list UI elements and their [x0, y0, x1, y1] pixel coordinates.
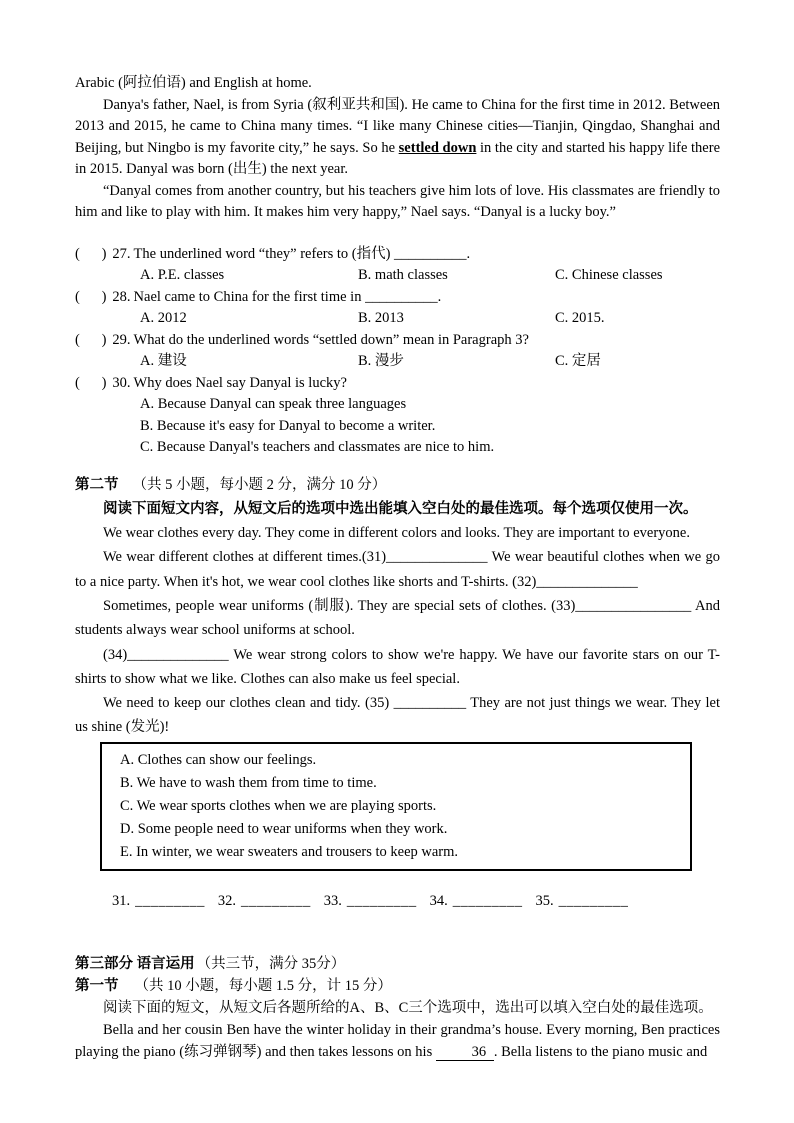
passage-text: “Danyal comes from another country, but his teachers give him lots of love. His classmates are friendly to him and like to play with him. It makes him very happy,” Nael says. “Danyal is a lucky boy.”	[75, 182, 720, 220]
answer-blank-row	[75, 891, 720, 913]
answer-bracket: ( )	[75, 245, 107, 262]
question-number: 27.	[112, 245, 131, 262]
box-option-a: A. Clothes can show our feelings.	[120, 751, 317, 768]
underlined-phrase-settled-down: settled down	[398, 139, 477, 156]
blank-line: _________	[558, 892, 629, 909]
box-option-b: B. We have to wash them from time to time.	[120, 774, 377, 791]
cloze2-passage	[75, 1019, 720, 1063]
option-b: B. Because it's easy for Danyal to become a writer.	[140, 417, 436, 434]
option-b: B. 2013	[358, 310, 404, 326]
answer-blank-32	[218, 891, 311, 913]
answer-blank-34	[430, 891, 523, 913]
question-text: Nael came to China for the first time in __________.	[133, 288, 442, 305]
cloze-paragraph-2: We wear different clothes at different times.(31)______________ We wear beautiful clothes when we go to a nice party. When it's hot, we wear cool clothes like shorts and T-shirts. (32)______________	[75, 549, 720, 590]
section-label: 第二节	[75, 476, 119, 493]
question-number: 28.	[112, 288, 131, 305]
cloze-paragraph-5: We need to keep our clothes clean and tidy. (35) __________ They are not just things we wear. They let us shine (发光)!	[75, 695, 720, 736]
question-30	[75, 373, 720, 459]
numbered-blank-36: 36	[436, 1044, 494, 1061]
answer-blank-31	[112, 891, 205, 913]
section-2	[75, 473, 720, 913]
option-c: C. 2015.	[555, 310, 605, 326]
answer-bracket: ( )	[75, 331, 107, 348]
passage-paragraph-3	[75, 181, 720, 224]
option-c: C. Because Danyal's teachers and classmates are nice to him.	[140, 439, 495, 455]
answer-bracket: ( )	[75, 288, 107, 305]
passage-text: in the city and started his happy life there in 2015. Danyal was born (出生) the next year.	[75, 139, 721, 177]
cloze-paragraph-4: (34)______________ We wear strong colors to show we're happy. We have our favorite stars on our T-shirts to show what we like. Clothes can also make us feel special.	[75, 646, 720, 687]
blank-label: 32.	[217, 892, 236, 909]
passage-text: . Bella listens to the piano music and	[493, 1044, 708, 1061]
blank-line: _________	[452, 892, 523, 909]
reading-passage	[75, 73, 720, 224]
part-score-info: （共三节，满分 35分）	[196, 956, 346, 973]
question-27	[75, 244, 720, 287]
section-2-instruction: 阅读下面短文内容，从短文后的选项中选出能填入空白处的最佳选项。每个选项仅使用一次。	[103, 500, 698, 517]
option-b: B. 漫步	[358, 353, 404, 369]
question-number: 29.	[112, 331, 131, 348]
blank-line: _________	[135, 892, 205, 909]
question-27-line	[75, 244, 720, 266]
section-score-info: （共 5 小题，每小题 2 分，满分 10 分）	[132, 476, 387, 493]
question-28-options	[75, 308, 720, 330]
passage-text: Arabic (阿拉伯语) and English at home.	[75, 75, 312, 91]
option-c: C. 定居	[555, 353, 601, 369]
blank-label: 31.	[112, 892, 131, 909]
section-2-heading	[75, 473, 720, 497]
question-29	[75, 330, 720, 373]
passage-text: Bella and her cousin Ben have the winter holiday in their grandma’s house. Every morning, Ben practices playing the piano (练习弹钢琴) and then takes lessons on his	[75, 1022, 720, 1061]
option-b: B. math classes	[358, 267, 448, 283]
answer-blank-33	[324, 891, 417, 913]
section-3-instruction: 阅读下面的短文，从短文后各题所给的A、B、C三个选项中，选出可以填入空白处的最佳选项。	[103, 1000, 713, 1017]
cloze-paragraph-3: Sometimes, people wear uniforms (制服). They are special sets of clothes. (33)________________ And students always wear school uniforms at school.	[75, 597, 720, 639]
question-28-line	[75, 287, 720, 309]
part-label: 第三部分 语言运用	[75, 956, 195, 973]
option-c: C. Chinese classes	[555, 267, 663, 283]
question-block	[75, 244, 720, 459]
question-text: The underlined word “they” refers to (指代) __________.	[133, 245, 471, 262]
option-a: A. P.E. classes	[140, 267, 225, 283]
section-label: 第一节	[75, 978, 119, 995]
passage-line-continuation	[75, 73, 720, 95]
section-3	[75, 953, 720, 1063]
question-30-line	[75, 373, 720, 395]
answer-bracket: ( )	[75, 374, 107, 391]
question-30-options	[75, 394, 720, 459]
option-a: A. 建设	[140, 353, 187, 369]
blank-label: 35.	[535, 892, 554, 909]
blank-line: _________	[241, 892, 311, 909]
box-option-d: D. Some people need to wear uniforms when they work.	[120, 820, 448, 837]
section-3-1-heading	[75, 975, 720, 997]
option-a: A. Because Danyal can speak three languages	[140, 396, 407, 412]
question-text: Why does Nael say Danyal is lucky?	[133, 374, 347, 391]
section-score-info: （共 10 小题，每小题 1.5 分，计 15 分）	[134, 978, 392, 995]
question-28	[75, 287, 720, 330]
answer-blank-35	[536, 891, 629, 913]
question-29-line	[75, 330, 720, 352]
part-3-heading	[75, 953, 720, 975]
cloze-options-box	[100, 742, 692, 871]
question-text: What do the underlined words “settled down” mean in Paragraph 3?	[133, 331, 529, 348]
option-a: A. 2012	[140, 310, 187, 326]
blank-label: 33.	[323, 892, 342, 909]
question-number: 30.	[112, 374, 131, 391]
box-option-c: C. We wear sports clothes when we are playing sports.	[120, 797, 437, 814]
blank-label: 34.	[429, 892, 448, 909]
passage-text: Danya's father, Nael, is from Syria (叙利亚共和国). He came to China for the first time in 2012. Between 2013 and 2015, he came to China many times. “I like many Chinese cities—Tianjin, Qingdao, Shanghai and Beijing, but Ningbo is my favorite city,” he says. So he	[75, 96, 720, 156]
box-option-e: E. In winter, we wear sweaters and trousers to keep warm.	[120, 843, 459, 860]
question-29-options	[75, 351, 720, 373]
question-27-options	[75, 265, 720, 287]
passage-paragraph-2	[75, 95, 720, 181]
cloze-paragraph-1: We wear clothes every day. They come in different colors and looks. They are important to everyone.	[103, 525, 690, 542]
blank-line: _________	[346, 892, 417, 909]
